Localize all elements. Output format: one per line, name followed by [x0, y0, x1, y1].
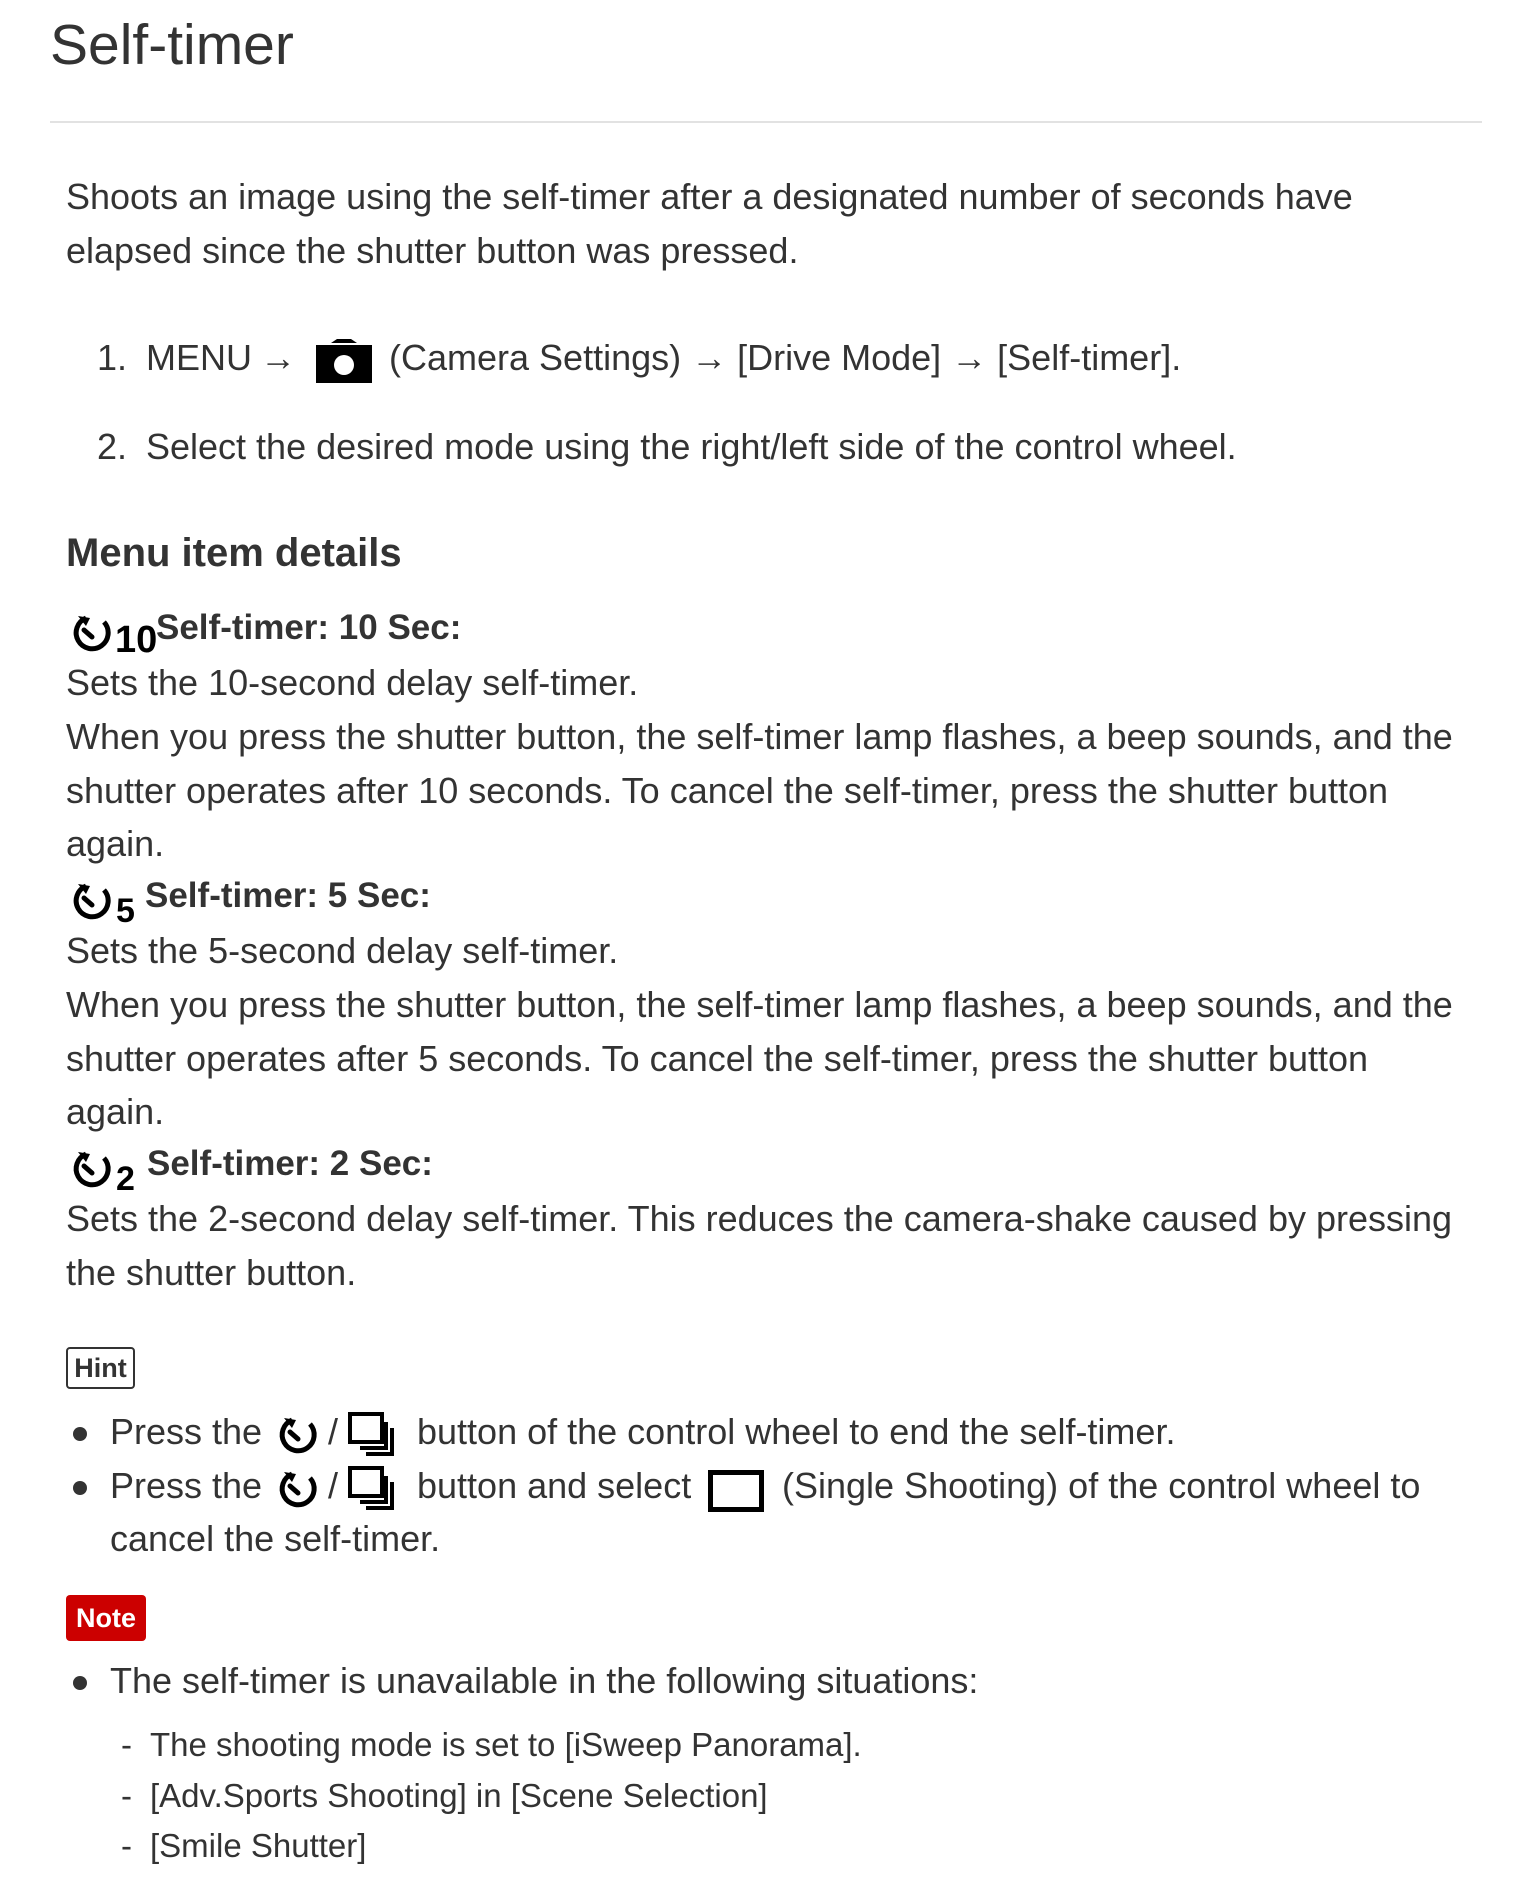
step-1-number: 1. [97, 337, 128, 378]
page-title: Self-timer [50, 13, 294, 77]
item-10-line-4: again. [66, 823, 165, 864]
title-divider [50, 121, 1482, 123]
step-2-text: Select the desired mode using the right/left side of the control wheel. [146, 426, 1237, 467]
hint-1-slash: / [328, 1411, 339, 1452]
note-sub-3-dash: - [121, 1827, 132, 1864]
self-timer-5-digits: 5 [116, 892, 135, 930]
note-badge: Note [66, 1595, 146, 1641]
note-sub-2-dash: - [121, 1777, 132, 1814]
step-2-number: 2. [97, 426, 128, 467]
note-sub-1-dash: - [121, 1726, 132, 1763]
item-10-line-3: shutter operates after 10 seconds. To cancel the self-timer, press the shutter button [66, 770, 1389, 811]
self-timer-10-digits: 10 [115, 619, 158, 661]
self-timer-icon [278, 1412, 322, 1456]
note-sub-3: [Smile Shutter] [150, 1827, 367, 1864]
continuous-shooting-icon [348, 1412, 400, 1456]
step-1-menu: MENU [146, 337, 252, 378]
self-timer-2-icon [72, 1146, 142, 1198]
self-timer-icon [278, 1466, 322, 1510]
note-bullet-text: The self-timer is unavailable in the following situations: [110, 1660, 979, 1701]
hint-badge: Hint [66, 1347, 135, 1389]
item-2-line-1: Sets the 2-second delay self-timer. This reduces the camera-shake caused by pressing [66, 1198, 1453, 1239]
hint-2-line-2: cancel the self-timer. [110, 1518, 441, 1559]
item-5-line-4: again. [66, 1091, 165, 1132]
hint-1-pre: Press the [110, 1411, 263, 1452]
hint-2-pre: Press the [110, 1465, 263, 1506]
step-1-arrow: → [260, 337, 296, 378]
item-5-line-3: shutter operates after 5 seconds. To cancel the self-timer, press the shutter button [66, 1038, 1369, 1079]
self-timer-5-icon [72, 878, 142, 930]
hint-bullet-1-dot [73, 1427, 87, 1441]
hint-bullet-2-dot [73, 1481, 87, 1495]
menu-details-heading: Menu item details [66, 531, 402, 575]
note-sub-2: [Adv.Sports Shooting] in [Scene Selection] [150, 1777, 768, 1814]
item-2-line-2: the shutter button. [66, 1252, 357, 1293]
intro-line-1: Shoots an image using the self-timer after a designated number of seconds have [66, 176, 1353, 217]
item-5-line-1: Sets the 5-second delay self-timer. [66, 930, 619, 971]
item-5-title: Self-timer: 5 Sec: [145, 876, 431, 915]
intro-line-2: elapsed since the shutter button was pressed. [66, 230, 799, 271]
hint-1-post: button of the control wheel to end the self-timer. [417, 1411, 1176, 1452]
item-2-title: Self-timer: 2 Sec: [147, 1144, 433, 1183]
step-1-rest: (Camera Settings) → [Drive Mode] → [Self-timer]. [389, 337, 1182, 378]
self-timer-10-icon [72, 610, 158, 661]
self-timer-2-digits: 2 [116, 1160, 135, 1198]
camera-icon [316, 339, 372, 383]
note-bullet-dot [73, 1676, 87, 1690]
hint-2-slash: / [328, 1465, 339, 1506]
item-10-line-2: When you press the shutter button, the self-timer lamp flashes, a beep sounds, and the [66, 716, 1453, 757]
continuous-shooting-icon [348, 1466, 400, 1510]
note-sub-1: The shooting mode is set to [iSweep Panorama]. [150, 1726, 862, 1763]
item-10-line-1: Sets the 10-second delay self-timer. [66, 662, 639, 703]
hint-2-mid: button and select [417, 1465, 692, 1506]
single-shooting-icon [708, 1470, 764, 1512]
item-5-line-2: When you press the shutter button, the self-timer lamp flashes, a beep sounds, and the [66, 984, 1453, 1025]
item-10-title: Self-timer: 10 Sec: [156, 608, 462, 647]
hint-2-post: (Single Shooting) of the control wheel to [782, 1465, 1421, 1506]
